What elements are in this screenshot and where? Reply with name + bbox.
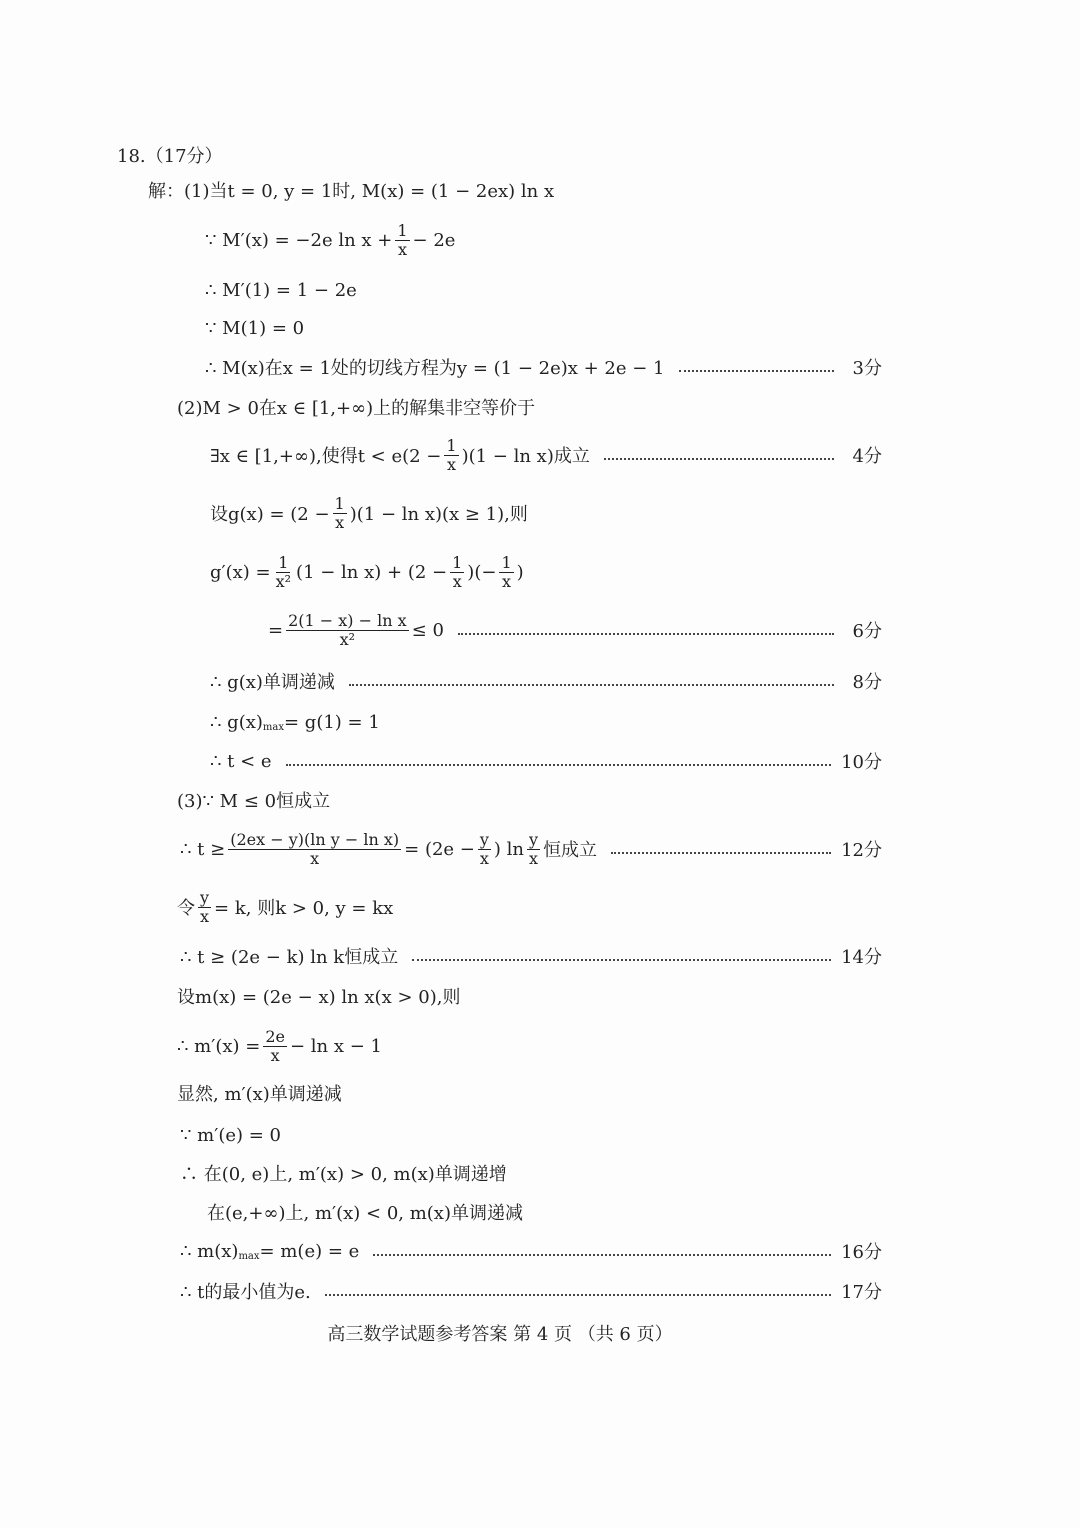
fraction xyxy=(527,831,540,867)
math-text: = m(e) = e xyxy=(259,1240,360,1262)
math-text: 解：(1)当t = 0, y = 1时, M(x) = (1 − 2ex) ln x xyxy=(148,181,555,202)
math-text: )(1 − ln x)成立 xyxy=(461,446,590,467)
denominator: x² xyxy=(275,571,292,591)
numerator: y xyxy=(200,887,210,907)
denominator: x xyxy=(452,571,462,591)
numerator: y xyxy=(529,829,539,849)
solution-line xyxy=(207,1190,523,1234)
dot-leader xyxy=(458,633,834,635)
math-text: ∴ t ≥ xyxy=(180,838,226,860)
denominator: x xyxy=(479,848,489,868)
denominator: x xyxy=(200,906,210,926)
math-text: = xyxy=(268,619,284,641)
math-text: (1 − ln x) + (2 − xyxy=(296,561,448,583)
dot-leader xyxy=(679,370,834,372)
math-text: (3)∵ M ≤ 0恒成立 xyxy=(177,791,331,812)
dot-leader xyxy=(325,1294,831,1296)
line-text xyxy=(177,983,460,1009)
math-text: ∴ m(x) xyxy=(180,1240,239,1262)
numerator: y xyxy=(479,829,489,849)
line-text xyxy=(205,280,357,301)
line-text xyxy=(180,831,597,867)
solution-line xyxy=(205,306,304,350)
math-text: = g(1) = 1 xyxy=(284,711,380,733)
math-text: ) xyxy=(516,561,524,583)
fraction xyxy=(499,554,513,590)
numerator: (2ex − y)(ln y − ln x) xyxy=(230,829,400,849)
dot-leader xyxy=(412,959,831,961)
dot-leader xyxy=(286,764,832,766)
fraction xyxy=(333,495,347,531)
math-text: 令 xyxy=(177,898,195,919)
line-text xyxy=(205,354,665,380)
score-label: 4分 xyxy=(852,446,882,467)
denominator: x xyxy=(310,848,320,868)
denominator: x xyxy=(529,848,539,868)
line-text xyxy=(180,1160,507,1186)
numerator: 1 xyxy=(452,552,463,572)
math-text: ∴ g(x)单调递减 xyxy=(210,672,335,693)
solution-line xyxy=(180,934,882,978)
solution-line xyxy=(148,168,554,212)
math-text: = k, 则k > 0, y = kx xyxy=(214,898,394,919)
solution-line xyxy=(268,608,882,652)
numerator: 2(1 − x) − ln x xyxy=(288,610,407,630)
line-text xyxy=(180,1278,311,1304)
score-label: 12分 xyxy=(841,840,882,861)
fraction xyxy=(274,554,293,590)
solution-line xyxy=(177,974,460,1018)
solution-line xyxy=(210,659,882,703)
math-text: ∴ t < e xyxy=(210,750,272,772)
line-text xyxy=(117,142,223,168)
solution-line xyxy=(177,1024,382,1068)
math-text: ∵ M′(x) = −2e ln x + xyxy=(205,229,393,251)
solution-line xyxy=(180,827,882,871)
math-text: ≤ 0 xyxy=(411,619,444,641)
fraction xyxy=(395,222,409,258)
line-text xyxy=(210,437,590,473)
line-text xyxy=(210,751,272,772)
score-label: 8分 xyxy=(852,672,882,693)
fraction xyxy=(478,831,491,867)
math-text: − ln x − 1 xyxy=(290,1035,383,1057)
solution-line xyxy=(210,739,882,783)
line-text xyxy=(210,668,335,694)
fraction xyxy=(444,437,458,473)
math-text: 恒成立 xyxy=(543,840,598,861)
fraction xyxy=(263,1028,287,1064)
denominator: x xyxy=(335,512,345,532)
solution-line xyxy=(177,1071,342,1115)
solution-line xyxy=(210,550,524,594)
line-text xyxy=(177,1028,382,1064)
math-text: = (2e − xyxy=(404,838,475,860)
dot-leader xyxy=(611,852,831,854)
line-text xyxy=(177,889,393,925)
math-text: 在(e,+∞)上, m′(x) < 0, m(x)单调递减 xyxy=(207,1203,523,1224)
solution-line xyxy=(180,1151,507,1195)
solution-line xyxy=(177,885,393,929)
math-text: )(1 − ln x)(x ≥ 1),则 xyxy=(349,504,528,525)
dot-leader xyxy=(349,684,834,686)
dot-leader xyxy=(604,458,834,460)
math-text: 设m(x) = (2e − x) ln x(x > 0),则 xyxy=(177,987,461,1008)
numerator: 1 xyxy=(397,220,408,240)
solution-line xyxy=(180,1269,882,1313)
math-text: ) ln xyxy=(493,838,525,860)
math-text: 18.（17分） xyxy=(117,146,223,167)
math-text: ∴ t的最小值为e. xyxy=(180,1282,311,1303)
page-footer: 高三数学试题参考答案 第 4 页 （共 6 页） xyxy=(327,1324,673,1345)
solution-line xyxy=(210,700,380,744)
fraction xyxy=(286,612,409,648)
numerator: 1 xyxy=(501,552,512,572)
line-text xyxy=(177,1080,342,1106)
line-text xyxy=(177,394,535,420)
denominator: x xyxy=(397,239,407,259)
line-text xyxy=(180,1241,359,1262)
math-text: ∴ M(x)在x = 1处的切线方程为y = (1 − 2e)x + 2e − 1 xyxy=(205,358,665,379)
line-text xyxy=(268,612,444,648)
numerator: 1 xyxy=(446,435,457,455)
line-text xyxy=(205,222,455,258)
line-text xyxy=(148,177,554,203)
solution-line xyxy=(177,778,330,822)
solution-line xyxy=(210,491,528,535)
line-text xyxy=(210,554,524,590)
math-text: ∵ M(1) = 0 xyxy=(205,317,305,339)
fraction xyxy=(228,831,401,867)
solution-line xyxy=(177,385,535,429)
solution-line xyxy=(205,218,455,262)
numerator: 2e xyxy=(265,1026,285,1046)
line-text xyxy=(210,495,528,531)
fraction xyxy=(198,889,211,925)
math-text: − 2e xyxy=(412,229,456,251)
math-text: (2)M > 0在x ∈ [1,+∞)上的解集非空等价于 xyxy=(177,398,536,419)
math-text: 显然, m′(x)单调递减 xyxy=(177,1084,342,1105)
score-label: 3分 xyxy=(852,358,882,379)
math-text: ∴ g(x) xyxy=(210,711,263,733)
solution-line xyxy=(205,345,882,389)
math-text: )(− xyxy=(467,561,497,583)
math-text: ∴ t ≥ (2e − k) ln k恒成立 xyxy=(180,947,399,968)
math-text: ∃x ∈ [1,+∞),使得t < e(2 − xyxy=(210,446,442,467)
math-text: g′(x) = xyxy=(210,561,271,583)
score-label: 14分 xyxy=(841,947,882,968)
line-text xyxy=(205,318,304,339)
denominator: x xyxy=(270,1045,280,1065)
denominator: x² xyxy=(339,629,356,649)
math-text: ∴ m′(x) = xyxy=(177,1035,261,1057)
math-text: ∴ M′(1) = 1 − 2e xyxy=(205,279,357,301)
score-label: 6分 xyxy=(852,621,882,642)
math-text: ∵ m′(e) = 0 xyxy=(180,1124,282,1146)
denominator: x xyxy=(502,571,512,591)
line-text xyxy=(207,1199,523,1225)
fraction xyxy=(450,554,464,590)
subscript: max xyxy=(262,721,284,733)
numerator: 1 xyxy=(334,493,345,513)
math-text: 设g(x) = (2 − xyxy=(210,504,330,525)
line-text xyxy=(180,943,398,969)
subscript: max xyxy=(238,1250,260,1262)
line-text xyxy=(177,787,330,813)
score-label: 17分 xyxy=(841,1282,882,1303)
math-text: ∴ 在(0, e)上, m′(x) > 0, m(x)单调递增 xyxy=(180,1164,507,1185)
line-text xyxy=(210,712,380,733)
dot-leader xyxy=(373,1254,831,1256)
line-text xyxy=(180,1125,281,1146)
solution-line xyxy=(180,1229,882,1273)
score-label: 10分 xyxy=(841,752,882,773)
numerator: 1 xyxy=(278,552,289,572)
denominator: x xyxy=(446,454,456,474)
score-label: 16分 xyxy=(841,1242,882,1263)
solution-line xyxy=(210,433,882,477)
